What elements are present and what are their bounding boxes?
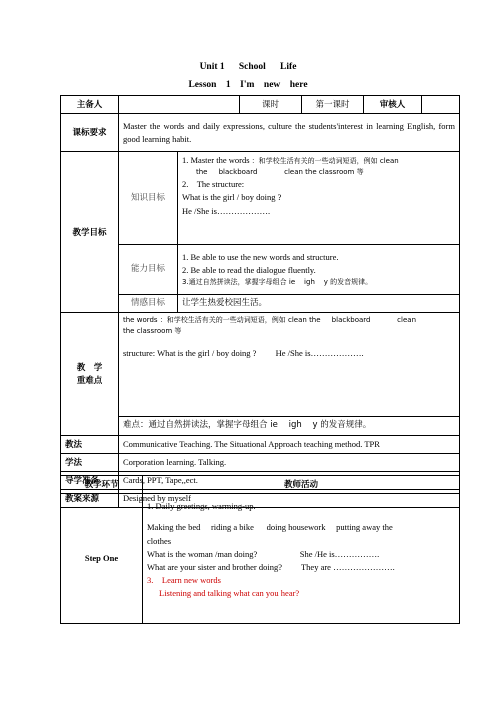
step-one-line-7: Listening and talking what can you hear? [159,588,300,599]
emotion-label: 情感目标 [119,295,178,313]
knowledge-label: 知识目标 [119,152,178,245]
plan-table [60,95,460,508]
step-one-line-5: What are your sister and brother doing? They are …………………. [147,561,395,572]
reviewer-label: 审核人 [364,96,422,114]
source-text: Designed by myself [119,490,460,508]
requirements-text: Master the words and daily expressions, culture the students'interest in learning English, form good learning habit. [119,114,460,152]
emotion-text: 让学生热爱校园生活。 [178,295,460,313]
ability-content [178,245,460,295]
knowledge-line-4: What is the girl / boy doing ? [182,192,282,203]
step-one-line-4: What is the woman /man doing? She /He is……………. [147,548,380,559]
study-label: 学法 [61,453,119,471]
step-one-line-3: clothes [147,535,172,546]
step-one-line-2: Making the bed riding a bike doing housework putting away the [147,522,393,533]
key-points-line-2: the classroom 等 [123,327,182,336]
unit-title: Unit 1 School Life [199,62,297,72]
stage-header: 教学环节 [61,476,143,494]
key-points-line-1: the words ：和学校生活有关的一些动词短语，例如 clean the blackboard clean [123,316,417,325]
method-text: Communicative Teaching. The Situational Approach teaching method. TPR [119,435,460,453]
key-points-label-2: 重难点 [76,374,103,385]
method-label: 教法 [61,435,119,453]
knowledge-line-1: 1. Master the words [182,155,252,166]
key-points-label [61,313,119,435]
preparer-value[interactable] [119,96,240,114]
prep-label: 导学准备 [61,471,119,489]
knowledge-line-1-cjk: ：和学校生活有关的一些动词短语，例如 clean [251,157,399,166]
step-one-line-1: 1. Daily greetings, warming-up. [147,501,256,512]
objectives-label: 教学目标 [61,152,119,313]
activity-table [60,475,460,624]
knowledge-line-2: the blackboard clean the classroom 等 [196,168,364,177]
ability-line-2: 2. Be able to read the dialogue fluently. [182,265,316,276]
prep-text: Cards, PPT, Tape,,ect. [119,471,460,489]
activity-header: 教师活动 [143,476,460,494]
lesson-title: Lesson 1 I'm new here [188,80,308,90]
hours-label: 课时 [240,96,302,114]
knowledge-content [178,152,460,245]
key-points-line-3: structure: What is the girl / boy doing ? He /She is………………. [123,348,364,359]
requirements-label: 课标要求 [61,114,119,152]
preparer-label: 主备人 [61,96,119,114]
knowledge-line-3: 2. The structure: [182,179,245,190]
step-one-line-6: 3. Learn new words [147,575,221,586]
key-points-label-1: 教 学 [76,361,103,372]
step-one-content [143,494,460,624]
source-label: 教案来源 [61,490,119,508]
hours-value: 第一课时 [302,96,364,114]
reviewer-value[interactable] [422,96,460,114]
ability-line-1: 1. Be able to use the new words and structure. [182,252,339,263]
difficulty-text: 难点：通过自然拼读法，掌握字母组合 ie igh y 的发音规律。 [119,417,460,435]
ability-line-3: 3.通过自然拼读法，掌握字母组合 ie igh y 的发音规律。 [182,278,373,287]
step-one-label: Step One [61,494,143,624]
ability-label: 能力目标 [119,245,178,295]
key-points-content [119,313,460,417]
knowledge-line-5: He /She is………………. [182,205,271,216]
study-text: Corporation learning. Talking. [119,453,460,471]
